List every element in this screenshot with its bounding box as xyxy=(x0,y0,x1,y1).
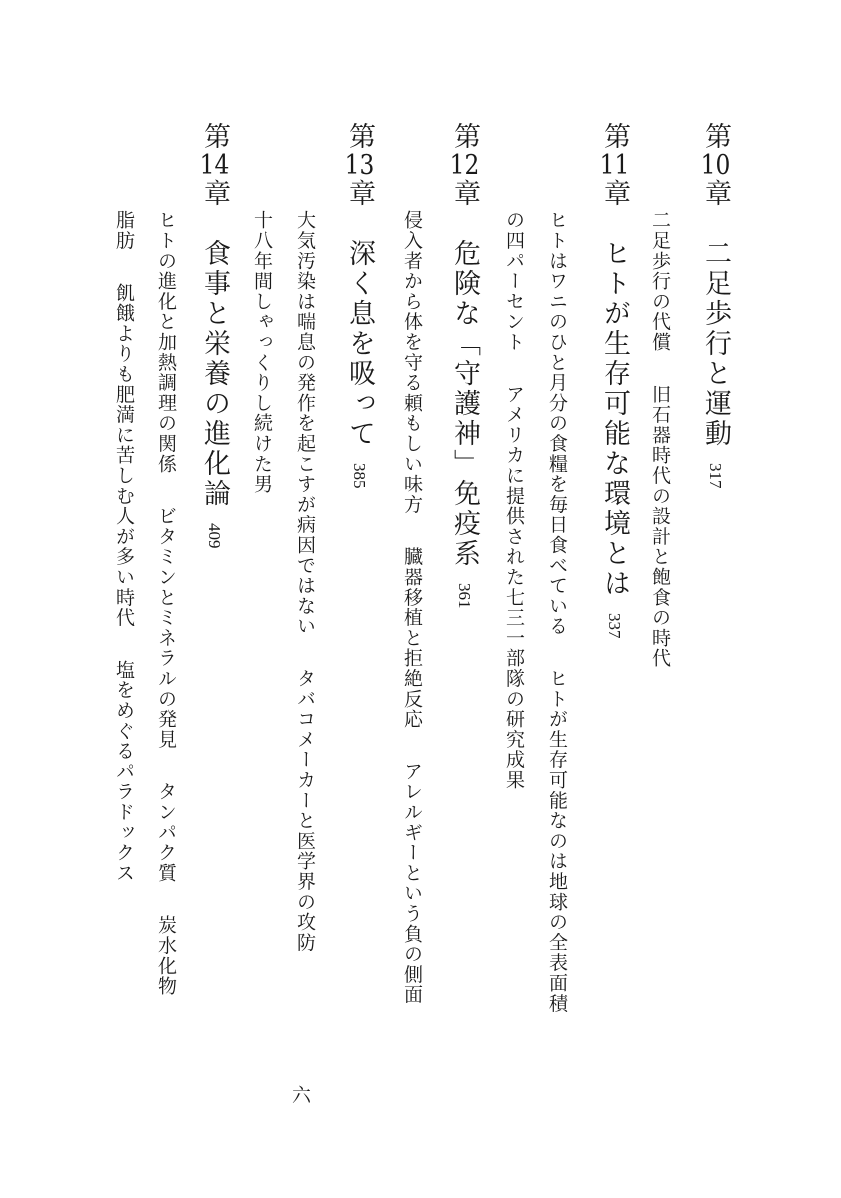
subtopic[interactable]: ヒトはワニのひと月分の食糧を毎日食べている xyxy=(546,210,568,637)
chapter-page-number: 361 xyxy=(455,583,474,609)
chapter-13-heading[interactable] xyxy=(346,122,373,489)
chapter-prefix: 第 xyxy=(344,122,375,152)
subtopic[interactable]: 脂肪 xyxy=(113,210,135,251)
chapter-12-heading[interactable] xyxy=(451,122,478,609)
chapter-number: 13 xyxy=(344,152,375,179)
chapter-prefix: 第 xyxy=(449,122,480,152)
chapter-title: 危険な「守護神」免疫系 xyxy=(449,239,480,569)
chapter-number: 11 xyxy=(599,152,630,179)
chapter-12-subtopics-line-1 xyxy=(402,210,421,1005)
subtopic[interactable]: 炭水化物 xyxy=(155,915,177,997)
subtopic[interactable]: の四パーセント xyxy=(503,210,525,353)
chapter-page-number: 409 xyxy=(205,523,224,549)
chapter-suffix: 章 xyxy=(199,179,230,209)
chapter-suffix: 章 xyxy=(599,179,630,209)
chapter-number: 10 xyxy=(700,152,731,179)
chapter-prefix: 第 xyxy=(700,122,731,152)
subtopic[interactable]: 十八年間しゃっくりし続けた男 xyxy=(251,210,273,495)
chapter-10-heading[interactable] xyxy=(702,122,729,489)
chapter-13-subtopics-line-1 xyxy=(295,210,314,953)
chapter-suffix: 章 xyxy=(344,179,375,209)
chapter-10-subtopics-line-1 xyxy=(650,210,669,668)
subtopic[interactable]: アメリカに提供された七三一部隊の研究成果 xyxy=(503,384,525,791)
subtopic[interactable]: 臓器移植と拒絶反応 xyxy=(401,546,423,730)
subtopic[interactable]: タンパク質 xyxy=(155,781,177,884)
chapter-page-number: 337 xyxy=(605,613,624,639)
subtopic[interactable]: 侵入者から体を守る頼もしい味方 xyxy=(401,210,423,515)
chapter-14-heading[interactable] xyxy=(201,122,228,549)
chapter-11-subtopics-line-1 xyxy=(547,210,566,1013)
subtopic[interactable]: 旧石器時代の設計と飽食の時代 xyxy=(649,384,671,669)
chapter-number: 12 xyxy=(449,152,480,179)
chapter-number: 14 xyxy=(199,152,230,179)
chapter-page-number: 385 xyxy=(350,463,369,489)
subtopic[interactable]: ヒトが生存可能なのは地球の全表面積 xyxy=(546,668,568,1014)
subtopic[interactable]: 大気汚染は喘息の発作を起こすが病因ではない xyxy=(294,210,316,637)
page-folio: 六 xyxy=(289,1085,311,1104)
chapter-14-subtopics-line-1 xyxy=(156,210,175,996)
subtopic[interactable]: 塩をめぐるパラドックス xyxy=(113,659,135,884)
subtopic[interactable]: タバコメーカーと医学界の攻防 xyxy=(294,668,316,953)
subtopic[interactable]: ビタミンとミネラルの発見 xyxy=(155,505,177,750)
subtopic[interactable]: 飢餓よりも肥満に苦しむ人が多い時代 xyxy=(113,282,135,628)
chapter-13-subtopics-line-2 xyxy=(252,210,271,494)
chapter-suffix: 章 xyxy=(700,179,731,209)
chapter-prefix: 第 xyxy=(199,122,230,152)
chapter-11-heading[interactable] xyxy=(601,122,628,639)
subtopic[interactable]: 二足歩行の代償 xyxy=(649,210,671,353)
subtopic[interactable]: ヒトの進化と加熱調理の関係 xyxy=(155,210,177,474)
chapter-page-number: 317 xyxy=(706,463,725,489)
chapter-title: 深く息を吸って xyxy=(344,239,375,449)
chapter-11-subtopics-line-2 xyxy=(504,210,523,790)
chapter-title: 食事と栄養の進化論 xyxy=(199,239,230,509)
chapter-title: ヒトが生存可能な環境とは xyxy=(599,239,630,599)
chapter-title: 二足歩行と運動 xyxy=(700,239,731,449)
subtopic[interactable]: アレルギーという負の側面 xyxy=(401,761,423,1005)
chapter-14-subtopics-line-2 xyxy=(114,210,133,883)
chapter-prefix: 第 xyxy=(599,122,630,152)
chapter-suffix: 章 xyxy=(449,179,480,209)
